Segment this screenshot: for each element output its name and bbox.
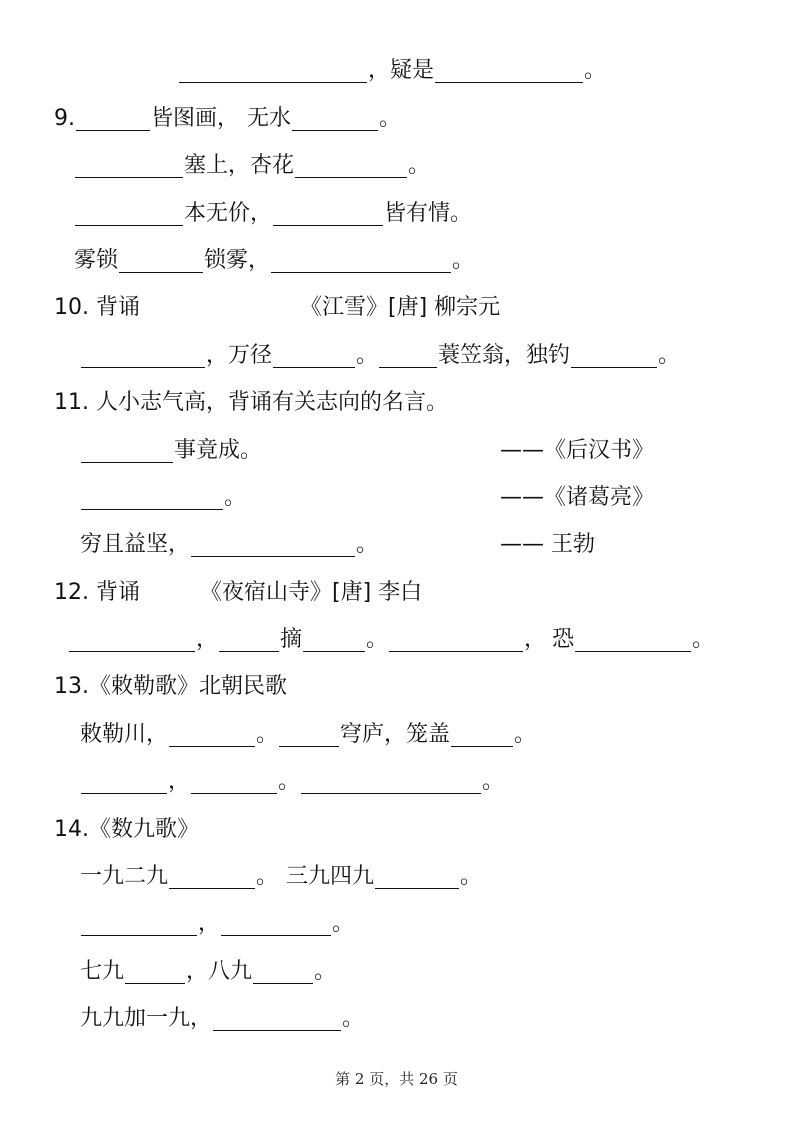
- line-text: 。: [408, 153, 431, 178]
- answer-blank[interactable]: [273, 203, 383, 226]
- line: [80, 957, 336, 987]
- answer-blank[interactable]: [69, 629, 195, 652]
- line: [80, 483, 246, 513]
- line-text: ，: [168, 769, 191, 794]
- answer-blank[interactable]: [75, 203, 183, 226]
- line-text: ，疑是: [368, 58, 435, 83]
- line-text: 《江雪》[唐] 柳宗元: [299, 295, 501, 320]
- line-text: 。: [460, 864, 483, 889]
- line-text: 《夜宿山寺》[唐] 李白: [199, 580, 423, 605]
- answer-blank[interactable]: [295, 155, 407, 178]
- line-text: 事竟成。: [174, 438, 263, 463]
- line: [74, 246, 474, 276]
- line: [500, 436, 654, 466]
- answer-blank[interactable]: [435, 60, 583, 83]
- line: [80, 1004, 364, 1034]
- line-text: 。: [342, 1006, 365, 1031]
- line-text: 。: [278, 769, 301, 794]
- answer-blank[interactable]: [292, 108, 378, 131]
- line: [80, 720, 536, 750]
- line-text: ——《后汉书》: [500, 438, 655, 463]
- line-text: 10. 背诵: [54, 295, 140, 320]
- answer-blank[interactable]: [451, 724, 513, 747]
- answer-blank[interactable]: [119, 250, 203, 273]
- line-text: ，: [524, 627, 547, 652]
- answer-blank[interactable]: [81, 487, 223, 510]
- line-text: 皆有情。: [384, 201, 473, 226]
- line: [80, 530, 378, 560]
- answer-blank[interactable]: [191, 534, 355, 557]
- line-text: 恐: [552, 627, 575, 652]
- line-text: 摘: [280, 627, 303, 652]
- answer-blank[interactable]: [169, 866, 255, 889]
- line: [68, 625, 714, 655]
- answer-blank[interactable]: [213, 1008, 341, 1031]
- line: [74, 151, 430, 181]
- answer-blank[interactable]: [379, 345, 437, 368]
- answer-blank[interactable]: [303, 629, 365, 652]
- line-text: 敕勒川，: [80, 722, 169, 747]
- line: [178, 56, 606, 86]
- line: [80, 436, 262, 466]
- answer-blank[interactable]: [389, 629, 523, 652]
- line-text: 九九加一九，: [80, 1006, 213, 1031]
- line-text: 。: [356, 343, 379, 368]
- line-text: 塞上，杏花: [184, 153, 295, 178]
- line: [74, 199, 472, 229]
- line-text: 。: [366, 627, 389, 652]
- line-text: 。: [332, 911, 355, 936]
- line-text: 。: [314, 959, 337, 984]
- line-text: 。: [256, 722, 279, 747]
- line-text: ，万径: [206, 343, 273, 368]
- line-text: 。: [514, 722, 537, 747]
- line-text: ，八九: [186, 959, 253, 984]
- page-footer: 第 2 页，共 26 页: [335, 1070, 458, 1088]
- line-text: 穷且益坚，: [80, 532, 191, 557]
- line-text: 七九: [80, 959, 125, 984]
- answer-blank[interactable]: [76, 108, 150, 131]
- answer-blank[interactable]: [571, 345, 657, 368]
- line-text: 本无价，: [184, 201, 273, 226]
- line-text: 蓑笠翁，独钓: [438, 343, 571, 368]
- line-text: ——《诸葛亮》: [500, 485, 655, 510]
- line: [80, 341, 680, 371]
- line: [500, 483, 654, 513]
- line-text: ，: [198, 911, 221, 936]
- line-text: 穹庐，笼盖: [340, 722, 451, 747]
- line: [80, 909, 354, 939]
- line-text: 。: [224, 485, 247, 510]
- line: [500, 530, 595, 560]
- line-text: 。: [356, 532, 379, 557]
- answer-blank[interactable]: [81, 913, 197, 936]
- line-text: 12. 背诵: [54, 580, 140, 605]
- answer-blank[interactable]: [279, 724, 339, 747]
- answer-blank[interactable]: [253, 961, 313, 984]
- line-text: 三九四九: [286, 864, 375, 889]
- line: [80, 767, 504, 797]
- line-text: 雾锁: [74, 248, 119, 273]
- answer-blank[interactable]: [81, 345, 205, 368]
- line-text: 。: [692, 627, 715, 652]
- answer-blank[interactable]: [125, 961, 185, 984]
- answer-blank[interactable]: [219, 629, 279, 652]
- line-text: 皆图画，: [151, 106, 240, 131]
- line: [80, 862, 482, 892]
- line-text: 一九二九: [80, 864, 169, 889]
- answer-blank[interactable]: [375, 866, 459, 889]
- answer-blank[interactable]: [191, 771, 277, 794]
- line-text: 。: [584, 58, 607, 83]
- line: [54, 672, 287, 702]
- line-text: 。: [452, 248, 475, 273]
- line-text: 。: [482, 769, 505, 794]
- line-text: —— 王勃: [500, 532, 595, 557]
- line: [54, 815, 199, 845]
- answer-blank[interactable]: [179, 60, 367, 83]
- line-text: 无水: [247, 106, 292, 131]
- line: [54, 293, 500, 323]
- line-text: 。: [379, 106, 402, 131]
- line-text: 13.《敕勒歌》北朝民歌: [54, 674, 287, 699]
- answer-blank[interactable]: [81, 440, 173, 463]
- line-text: 。: [256, 864, 279, 889]
- answer-blank[interactable]: [273, 345, 355, 368]
- answer-blank[interactable]: [81, 771, 167, 794]
- line: [54, 104, 401, 134]
- line-text: 14.《数九歌》: [54, 817, 199, 842]
- line: [54, 578, 422, 608]
- line-text: 。: [658, 343, 681, 368]
- line-text: 11. 人小志气高，背诵有关志向的名言。: [54, 390, 448, 415]
- line-text: 9.: [54, 106, 75, 131]
- answer-blank[interactable]: [575, 629, 691, 652]
- line-text: 锁雾，: [204, 248, 271, 273]
- line-text: ，: [196, 627, 219, 652]
- answer-blank[interactable]: [75, 155, 183, 178]
- line: [54, 388, 448, 418]
- answer-blank[interactable]: [221, 913, 331, 936]
- answer-blank[interactable]: [301, 771, 481, 794]
- answer-blank[interactable]: [169, 724, 255, 747]
- answer-blank[interactable]: [271, 250, 451, 273]
